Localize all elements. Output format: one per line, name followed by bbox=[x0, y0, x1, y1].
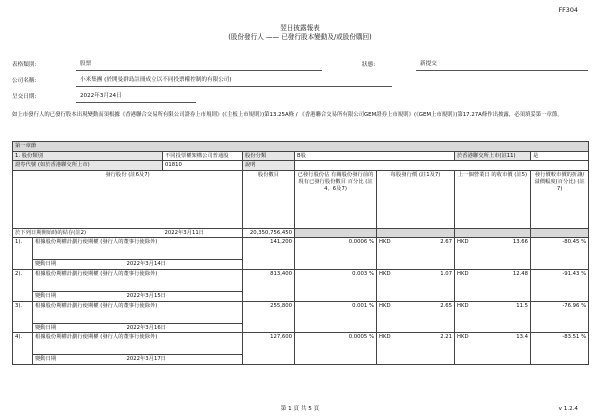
movement-premium: -83.51 % bbox=[531, 333, 589, 365]
movement-pct: 0.001 % bbox=[295, 301, 377, 333]
movement-shares: 127,600 bbox=[243, 333, 295, 365]
movement-row-4 bbox=[13, 333, 589, 355]
opening-balance-label: 於下列日期開始時的結存(註2) bbox=[13, 228, 163, 238]
share-class-label: 1. 股份類別 bbox=[13, 151, 163, 161]
section-1-title: 第一章節 bbox=[13, 142, 589, 152]
company-label: 公司名稱: bbox=[12, 78, 37, 85]
status-value: 新提交 bbox=[416, 61, 588, 71]
movement-pct: 0.0005 % bbox=[295, 333, 377, 365]
meta-row-date bbox=[12, 87, 588, 103]
movement-pct: 0.003 % bbox=[295, 270, 377, 302]
share-class-value: 不同投票權架構公司普通股 bbox=[163, 151, 243, 161]
page-number: 第 1 頁 共 5 頁 bbox=[280, 406, 320, 413]
title-line-2: (股份發行人 —— 已發行股本變動及/或股份購回) bbox=[228, 32, 372, 41]
movement-closing: 13.66 bbox=[475, 238, 531, 270]
movement-price-currency: HKD bbox=[377, 238, 397, 270]
movement-premium: -91.43 % bbox=[531, 270, 589, 302]
submission-date-value: 2022年3月24日 bbox=[76, 93, 196, 103]
movement-closing-currency: HKD bbox=[455, 301, 475, 333]
listed-value: 是 bbox=[531, 151, 589, 161]
movement-date-label: 變動日期 bbox=[33, 355, 125, 365]
movement-shares: 141,200 bbox=[243, 238, 295, 270]
movement-description: 根據股份期權計劃行使期權 (發行人的董事行使除外) bbox=[33, 270, 243, 292]
opening-balance-shares: 20,350,756,450 bbox=[243, 228, 295, 238]
description-label: 說明 bbox=[243, 161, 295, 171]
movement-premium: -76.96 % bbox=[531, 301, 589, 333]
movement-shares: 255,800 bbox=[243, 301, 295, 333]
meta-row-instrument bbox=[12, 55, 588, 71]
movement-price-currency: HKD bbox=[377, 270, 397, 302]
share-movement-table bbox=[12, 141, 589, 365]
opening-balance-pct-empty bbox=[295, 228, 377, 238]
movement-price: 2.21 bbox=[397, 333, 455, 365]
stock-code-value: 01810 bbox=[163, 161, 243, 171]
company-value: 小米集團 (於開曼群島註冊成立以不同投票權控制的有限公司) bbox=[76, 77, 392, 87]
header-shares: 股份數目 bbox=[243, 170, 295, 228]
share-type-label: 股份分類 bbox=[243, 151, 295, 161]
opening-balance-price-empty bbox=[377, 228, 455, 238]
column-header-row bbox=[13, 170, 589, 228]
movement-date: 2022年3月14日 bbox=[125, 260, 243, 270]
movement-price-currency: HKD bbox=[377, 333, 397, 365]
movement-price: 2.67 bbox=[397, 238, 455, 270]
movement-index: 2). bbox=[13, 270, 33, 302]
movement-pct: 0.0006 % bbox=[295, 238, 377, 270]
header-premium: 發行價較市價的折讓/ 溢價幅度(百分比) (註7) bbox=[531, 170, 589, 228]
meta-row-company bbox=[12, 71, 588, 87]
form-version: v 1.2.4 bbox=[558, 406, 578, 413]
opening-balance-closing-empty bbox=[455, 228, 531, 238]
movement-closing: 13.4 bbox=[475, 333, 531, 365]
movement-closing-currency: HKD bbox=[455, 270, 475, 302]
submission-date-label: 呈交日期: bbox=[12, 94, 37, 101]
movement-row-2 bbox=[13, 270, 589, 292]
movement-index: 4). bbox=[13, 333, 33, 365]
listed-label: 於香港聯交所上市(註11) bbox=[455, 151, 531, 161]
movement-date: 2022年3月15日 bbox=[125, 292, 243, 302]
stock-code-label: 證券代號 (如於香港聯交所上市) bbox=[13, 161, 163, 171]
movement-closing: 12.48 bbox=[475, 270, 531, 302]
movement-date-label: 變動日期 bbox=[33, 292, 125, 302]
opening-balance-date: 2022年3月11日 bbox=[163, 228, 243, 238]
status-label: 狀態: bbox=[362, 62, 376, 69]
instrument-value: 股票 bbox=[76, 61, 322, 71]
movement-date-label: 變動日期 bbox=[33, 323, 125, 333]
movement-index: 3). bbox=[13, 301, 33, 333]
header-closing: 上一個營業日 的收市價 (註5) bbox=[455, 170, 531, 228]
intro-paragraph: 如上市發行人的已發行股本出現變動而須根據《香港聯合交易所有限公司證券上市規則》(《主板上市規則》)第13.25A條 / 《香港聯合交易所有限公司GEM證券上市規則》(《GEM上市規則》)第17.27A條作出披露，必須填妥第一章節。 bbox=[12, 112, 563, 118]
form-meta bbox=[12, 55, 588, 103]
movement-closing: 11.5 bbox=[475, 301, 531, 333]
title-line-1: 翌日披露報表 bbox=[280, 24, 320, 32]
form-code: FF304 bbox=[558, 6, 578, 14]
description-value bbox=[295, 161, 589, 171]
movement-description: 根據股份期權計劃行使期權 (發行人的董事行使除外) bbox=[33, 301, 243, 323]
header-pct: 已發行股份佔 有關股份發行前的 現有已發行股份數目 百分比 (註4、6及7) bbox=[295, 170, 377, 228]
movement-row-3 bbox=[13, 301, 589, 323]
movement-index: 1). bbox=[13, 238, 33, 270]
movement-price: 2.65 bbox=[397, 301, 455, 333]
movement-description: 根據股份期權計劃行使期權 (發行人的董事行使除外) bbox=[33, 238, 243, 260]
share-class-row bbox=[13, 151, 589, 161]
movement-premium: -80.45 % bbox=[531, 238, 589, 270]
movement-closing-currency: HKD bbox=[455, 238, 475, 270]
instrument-label: 表格類別: bbox=[12, 62, 37, 69]
movement-closing-currency: HKD bbox=[455, 333, 475, 365]
opening-balance-row bbox=[13, 228, 589, 238]
section-1-title-row bbox=[13, 142, 589, 152]
movement-date-label: 變動日期 bbox=[33, 260, 125, 270]
document-title bbox=[0, 24, 600, 42]
header-price: 每股發行價 (註1及7) bbox=[377, 170, 455, 228]
stock-code-row bbox=[13, 161, 589, 171]
share-type-value: B股 bbox=[295, 151, 455, 161]
opening-balance-premium-empty bbox=[531, 228, 589, 238]
movement-description: 根據股份期權計劃行使期權 (發行人的董事行使除外) bbox=[33, 333, 243, 355]
header-event: 發行股份 (註6及7) bbox=[13, 170, 243, 228]
movement-price-currency: HKD bbox=[377, 301, 397, 333]
movement-date: 2022年3月17日 bbox=[125, 355, 243, 365]
movement-date: 2022年3月16日 bbox=[125, 323, 243, 333]
movement-shares: 813,400 bbox=[243, 270, 295, 302]
movement-price: 1.07 bbox=[397, 270, 455, 302]
movement-row-1 bbox=[13, 238, 589, 260]
